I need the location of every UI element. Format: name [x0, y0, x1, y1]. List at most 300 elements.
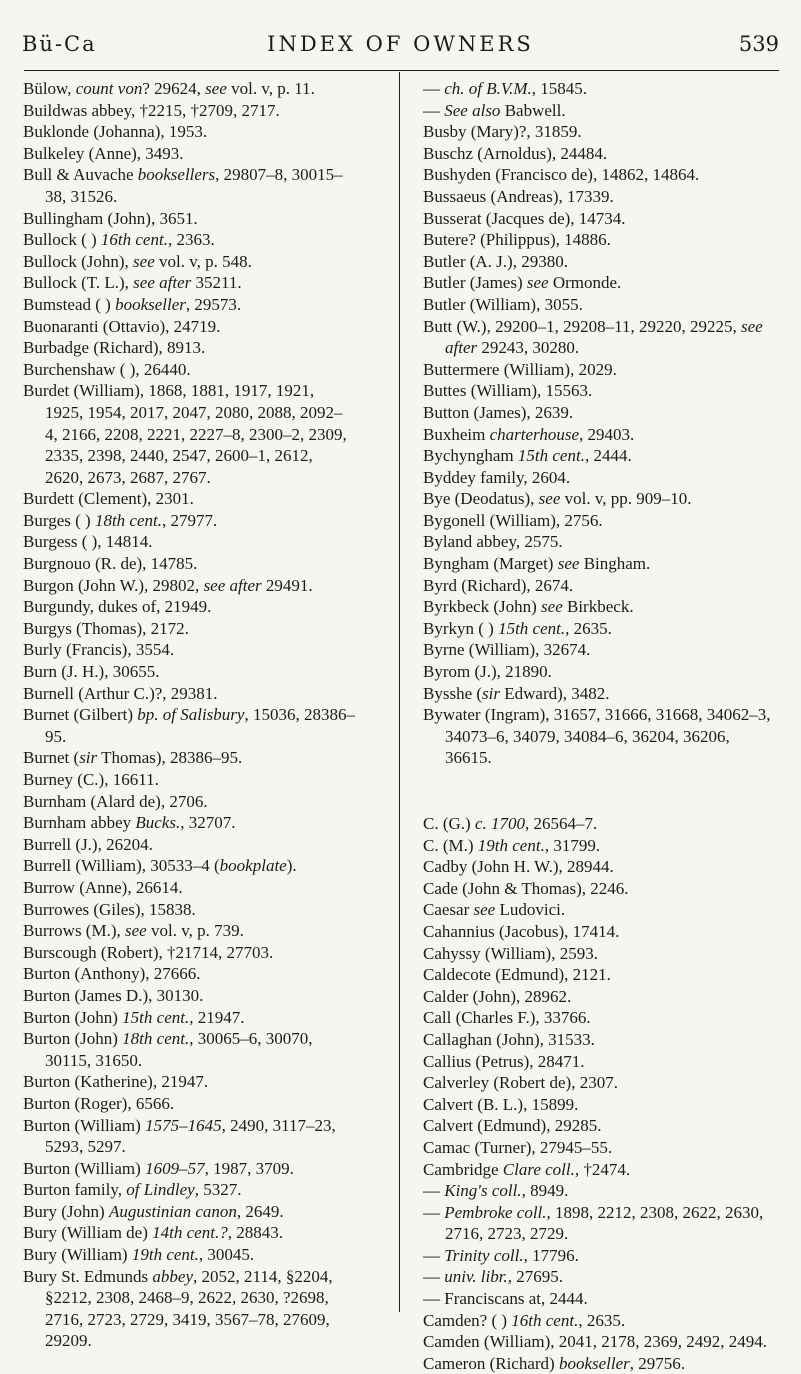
entry-italic-text: 16th cent.	[511, 1310, 579, 1330]
index-entry	[423, 1180, 775, 1202]
entry-text: —	[423, 1202, 445, 1222]
entry-text: Calvert (Edmund), 29285.	[423, 1116, 602, 1136]
entry-italic-text: univ. libr.	[444, 1267, 508, 1287]
entry-italic-text: see	[125, 921, 147, 941]
index-entry	[23, 942, 355, 964]
index-entry	[423, 1310, 775, 1332]
entry-text: —	[423, 1267, 445, 1287]
entry-text: Byngham (Marget)	[423, 554, 558, 574]
page-number: 539	[738, 32, 779, 56]
entry-text: , 29403.	[579, 424, 635, 444]
entry-text: Burton (Roger), 6566.	[23, 1093, 175, 1113]
entry-text: Bülow,	[23, 79, 76, 98]
entry-text: Burnham abbey	[23, 813, 136, 833]
entry-text: Ormonde.	[548, 273, 622, 293]
entry-text: Buxheim	[423, 424, 490, 444]
entry-italic-text: see	[133, 251, 155, 271]
entry-text: Byrkbeck (John)	[423, 597, 542, 617]
entry-text: , 21947.	[189, 1007, 245, 1027]
index-entry	[23, 208, 355, 230]
entry-text: , 15036, 28386–95.	[45, 705, 355, 746]
entry-text: Bury (John)	[23, 1201, 109, 1221]
index-entry	[23, 769, 355, 791]
entry-text: , 27977.	[161, 510, 218, 530]
entry-text: , 30045.	[198, 1245, 255, 1265]
entry-text: Burbadge (Richard), 8913.	[23, 338, 206, 358]
entry-text: Buttermere (William), 2029.	[423, 359, 617, 379]
entry-italic-text: 15th cent.	[122, 1007, 190, 1027]
entry-text: Bingham.	[579, 554, 651, 574]
entry-text: , 27695.	[507, 1267, 563, 1287]
running-header	[22, 32, 779, 66]
entry-text: , 2649.	[236, 1201, 284, 1221]
entry-text: Babwell.	[500, 100, 566, 120]
index-entry	[23, 1201, 355, 1223]
entry-text: , 1898, 2212, 2308, 2622, 2630, 2716, 2723, 2729.	[445, 1202, 764, 1244]
entry-italic-text: see	[557, 554, 580, 574]
entry-text: , 2635.	[565, 618, 612, 638]
index-entry	[23, 618, 355, 640]
entry-text: , 28843.	[227, 1223, 283, 1243]
entry-text: Burchenshaw ( ), 26440.	[23, 359, 191, 379]
index-entry	[23, 963, 355, 985]
index-entry	[423, 1331, 775, 1353]
entry-italic-text: see	[473, 900, 496, 920]
entry-text: Burton (Katherine), 21947.	[23, 1072, 209, 1092]
entry-text: Bullock (T. L.),	[23, 273, 134, 293]
entry-text: , 5327.	[194, 1180, 242, 1200]
index-entry	[423, 488, 775, 510]
index-entry	[423, 661, 775, 683]
index-entry	[23, 920, 355, 942]
index-entry	[23, 1115, 355, 1158]
entry-text: Byland abbey, 2575.	[423, 532, 563, 552]
entry-italic-text: 1609–57	[145, 1158, 205, 1178]
entry-italic-text: Augustinian canon	[108, 1201, 237, 1221]
index-entry	[423, 316, 775, 359]
entry-text: Caesar	[423, 900, 474, 920]
entry-italic-text: 1575–1645	[145, 1115, 222, 1135]
entry-text: Cahyssy (William), 2593.	[423, 943, 598, 963]
entry-italic-text: 19th cent.	[131, 1245, 199, 1265]
entry-text: , †2474.	[574, 1159, 631, 1179]
entry-italic-text: 15th cent.	[498, 618, 566, 638]
entry-text: Byrne (William), 32674.	[423, 640, 591, 660]
left-column	[23, 78, 355, 1352]
index-entry	[23, 834, 355, 856]
entry-text: Bussaeus (Andreas), 17339.	[423, 186, 614, 206]
entry-italic-text: see after	[445, 316, 763, 358]
entry-text: 35211.	[191, 273, 242, 293]
entry-italic-text: ch. of B.V.M.	[444, 79, 532, 98]
entry-text: Burton (Anthony), 27666.	[23, 964, 201, 984]
entry-italic-text: c. 1700	[474, 814, 525, 833]
entry-text: ).	[286, 856, 297, 876]
index-entry	[23, 1222, 355, 1244]
index-entry	[23, 899, 355, 921]
right-column-b-section	[423, 78, 775, 769]
entry-italic-text: Bucks.	[135, 813, 181, 833]
index-entry	[423, 618, 775, 640]
entry-text: Bywater (Ingram), 31657, 31666, 31668, 34062–3, 34073–6, 34079, 34084–6, 36204, 36206, 36615.	[423, 705, 771, 768]
index-entry	[423, 899, 775, 921]
entry-italic-text: count von	[75, 79, 143, 98]
index-entry	[23, 316, 355, 338]
entry-text: Calverley (Robert de), 2307.	[423, 1073, 618, 1093]
entry-text: , 29756.	[629, 1353, 686, 1373]
right-column	[423, 78, 775, 1374]
entry-text: Cade (John & Thomas), 2246.	[423, 878, 629, 898]
index-entry	[23, 704, 355, 747]
entry-text: , 2444.	[584, 446, 632, 466]
index-entry	[423, 272, 775, 294]
index-entry	[423, 402, 775, 424]
index-entry	[423, 1137, 775, 1159]
index-entry	[423, 121, 775, 143]
index-entry	[23, 510, 355, 532]
entry-text: Call (Charles F.), 33766.	[423, 1008, 591, 1028]
entry-italic-text: 19th cent.	[477, 835, 545, 855]
index-entry	[423, 1159, 775, 1181]
index-entry	[23, 78, 355, 100]
entry-italic-text: see	[541, 597, 563, 617]
entry-text: Callaghan (John), 31533.	[423, 1029, 595, 1049]
entry-text: Burrell (J.), 26204.	[23, 834, 153, 854]
index-entry	[23, 1093, 355, 1115]
header-rule	[24, 70, 779, 71]
entry-text: , 31799.	[544, 835, 601, 855]
index-entry	[23, 380, 355, 488]
index-entry	[423, 510, 775, 532]
index-entry	[23, 661, 355, 683]
entry-text: , 2635.	[578, 1310, 626, 1330]
entry-text: , 15845.	[531, 79, 588, 98]
index-entry	[23, 596, 355, 618]
entry-text: —	[423, 100, 445, 120]
entry-italic-text: Pembroke coll.	[444, 1202, 547, 1222]
entry-text: Bullock ( )	[23, 230, 101, 250]
entry-italic-text: see	[526, 273, 549, 293]
index-entry	[423, 1007, 775, 1029]
entry-italic-text: 15th cent.	[517, 446, 585, 466]
entry-italic-text: 18th cent.	[122, 1029, 190, 1049]
entry-text: Burgundy, dukes of, 21949.	[23, 597, 212, 617]
entry-italic-text: booksellers	[137, 165, 216, 185]
index-entry	[423, 1115, 775, 1137]
entry-text: Burgys (Thomas), 2172.	[23, 618, 189, 638]
entry-text: 29491.	[261, 575, 313, 595]
entry-text: C. (M.)	[423, 835, 478, 855]
right-column-c-section	[423, 813, 775, 1374]
entry-text: Bychyngham	[423, 446, 518, 466]
entry-text: Buttes (William), 15563.	[423, 381, 593, 401]
entry-text: Butler (James)	[423, 273, 527, 293]
index-entry	[423, 467, 775, 489]
entry-italic-text: 16th cent.	[100, 230, 168, 250]
index-entry	[23, 100, 355, 122]
entry-text: Busby (Mary)?, 31859.	[423, 122, 582, 142]
header-title: INDEX OF OWNERS	[267, 32, 534, 56]
index-entry	[423, 943, 775, 965]
index-entry	[423, 78, 775, 100]
index-entry	[23, 164, 355, 207]
entry-text: vol. v, p. 739.	[146, 921, 244, 941]
entry-italic-text: 18th cent.	[94, 510, 162, 530]
entry-text: , 1987, 3709.	[204, 1158, 294, 1178]
index-entry	[23, 791, 355, 813]
index-entry	[423, 856, 775, 878]
index-entry	[23, 531, 355, 553]
entry-text: , 8949.	[521, 1181, 569, 1201]
index-entry	[423, 921, 775, 943]
index-entry	[423, 208, 775, 230]
index-entry	[23, 747, 355, 769]
index-entry	[23, 1007, 355, 1029]
entry-text: , 2490, 3117–23, 5293, 5297.	[45, 1115, 336, 1157]
entry-text: Bury St. Edmunds	[23, 1266, 153, 1286]
entry-text: Bullock (John),	[23, 251, 134, 271]
entry-text: Byddey family, 2604.	[423, 467, 571, 487]
entry-italic-text: bookseller	[558, 1353, 630, 1373]
index-entry	[423, 531, 775, 553]
entry-text: Camden? ( )	[423, 1310, 512, 1330]
entry-text: Buildwas abbey, †2215, †2709, 2717.	[23, 100, 280, 120]
entry-italic-text: Trinity coll.	[444, 1245, 524, 1265]
entry-italic-text: see	[538, 489, 561, 509]
entry-text: Burrowes (Giles), 15838.	[23, 899, 196, 919]
entry-text: vol. v, p. 548.	[154, 251, 252, 271]
entry-text: Edward), 3482.	[500, 683, 610, 703]
entry-text: , 2052, 2114, §2204, §2212, 2308, 2468–9, 2622, 2630, ?2698, 2716, 2723, 2729, 3419, 3567–78, 27609, 29209.	[45, 1266, 333, 1351]
entry-text: Buklonde (Johanna), 1953.	[23, 122, 208, 142]
entry-italic-text: see	[205, 79, 227, 98]
entry-text: Caldecote (Edmund), 2121.	[423, 965, 611, 985]
index-entry	[423, 553, 775, 575]
entry-italic-text: bp. of Salisbury	[137, 705, 245, 725]
entry-text: Button (James), 2639.	[423, 402, 574, 422]
entry-text: , 32707.	[180, 813, 236, 833]
index-entry	[423, 1072, 775, 1094]
entry-text: Bysshe (	[423, 683, 483, 703]
entry-text: , 29807–8, 30015–38, 31526.	[45, 165, 343, 206]
entry-text: Burton (William)	[23, 1115, 146, 1135]
entry-text: Burton (John)	[23, 1029, 123, 1049]
entry-text: Byrom (J.), 21890.	[423, 662, 552, 682]
entry-italic-text: Clare coll.	[502, 1159, 575, 1179]
entry-text: , 29573.	[185, 294, 242, 314]
entry-text: —	[423, 79, 445, 98]
entry-italic-text: see after	[133, 273, 192, 293]
entry-text: Buschz (Arnoldus), 24484.	[423, 143, 608, 163]
entry-text: Burly (Francis), 3554.	[23, 640, 175, 660]
index-entry	[423, 964, 775, 986]
index-entry	[423, 1051, 775, 1073]
index-entry	[23, 1028, 355, 1071]
entry-text: Burdett (Clement), 2301.	[23, 489, 194, 509]
entry-text: Burrell (William), 30533–4 (	[23, 856, 220, 876]
entry-text: — Franciscans at, 2444.	[423, 1289, 588, 1309]
index-entry	[423, 380, 775, 402]
index-entry	[23, 143, 355, 165]
index-entry	[423, 1353, 775, 1374]
index-entry	[23, 359, 355, 381]
entry-text: , 2363.	[167, 230, 215, 250]
entry-text: Bye (Deodatus),	[423, 489, 539, 509]
entry-italic-text: charterhouse	[489, 424, 579, 444]
entry-text: Butt (W.), 29200–1, 29208–11, 29220, 29225,	[423, 316, 741, 336]
entry-italic-text: 14th cent.?	[152, 1223, 228, 1243]
entry-italic-text: bookplate	[219, 856, 287, 876]
index-entry	[423, 683, 775, 705]
entry-text: Burton (James D.), 30130.	[23, 985, 204, 1005]
index-entry	[23, 1158, 355, 1180]
entry-text: Butler (William), 3055.	[423, 294, 583, 314]
entry-text: Calvert (B. L.), 15899.	[423, 1094, 579, 1114]
index-entry	[23, 251, 355, 273]
index-entry	[423, 143, 775, 165]
entry-text: Bullingham (John), 3651.	[23, 208, 198, 228]
index-entry	[423, 1245, 775, 1267]
entry-text: Burgnouo (R. de), 14785.	[23, 554, 198, 574]
index-entry	[23, 985, 355, 1007]
index-entry	[423, 835, 775, 857]
entry-text: Bushyden (Francisco de), 14862, 14864.	[423, 165, 700, 185]
index-entry	[23, 639, 355, 661]
index-entry	[423, 986, 775, 1008]
index-entry	[423, 1266, 775, 1288]
entry-text: , 26564–7.	[525, 814, 598, 833]
index-entry	[423, 575, 775, 597]
entry-text: 29243, 30280.	[477, 338, 580, 358]
index-entry	[23, 272, 355, 294]
index-entry	[423, 424, 775, 446]
entry-italic-text: sir	[482, 683, 500, 703]
index-entry	[423, 813, 775, 835]
index-entry	[423, 596, 775, 618]
index-entry	[423, 704, 775, 769]
entry-text: Busserat (Jacques de), 14734.	[423, 208, 626, 228]
entry-text: Bumstead ( )	[23, 294, 116, 314]
entry-text: Cambridge	[423, 1159, 503, 1179]
index-entry	[23, 683, 355, 705]
entry-text: Burges ( )	[23, 510, 95, 530]
index-entry	[23, 812, 355, 834]
entry-text: Burrow (Anne), 26614.	[23, 877, 183, 897]
index-entry	[423, 186, 775, 208]
entry-text: Byrd (Richard), 2674.	[423, 575, 574, 595]
entry-text: Bury (William)	[23, 1245, 132, 1265]
entry-text: Cadby (John H. W.), 28944.	[423, 857, 614, 877]
index-entry	[23, 1244, 355, 1266]
entry-text: Camden (William), 2041, 2178, 2369, 2492, 2494.	[423, 1332, 768, 1352]
entry-text: Butler (A. J.), 29380.	[423, 251, 568, 271]
entry-italic-text: bookseller	[115, 294, 186, 314]
entry-text: —	[423, 1245, 445, 1265]
entry-text: Thomas), 28386–95.	[97, 748, 243, 768]
index-entry	[423, 164, 775, 186]
index-entry	[23, 337, 355, 359]
entry-text: Burn (J. H.), 30655.	[23, 662, 160, 682]
index-entry	[23, 294, 355, 316]
column-divider	[399, 72, 400, 1312]
index-entry	[423, 359, 775, 381]
index-entry	[23, 488, 355, 510]
index-entry	[423, 294, 775, 316]
entry-italic-text: sir	[79, 748, 98, 768]
index-entry	[423, 1202, 775, 1245]
entry-text: —	[423, 1181, 445, 1201]
index-entry	[423, 445, 775, 467]
entry-text: ? 29624,	[142, 79, 206, 98]
index-entry	[23, 1179, 355, 1201]
entry-text: Burnet (	[23, 748, 80, 768]
index-entry	[423, 1094, 775, 1116]
entry-text: Burton (John)	[23, 1007, 123, 1027]
index-entry	[23, 121, 355, 143]
entry-text: Bull & Auvache	[23, 165, 138, 185]
entry-text: vol. v, pp. 909–10.	[560, 489, 692, 509]
entry-text: , 30065–6, 30070, 30115, 31650.	[45, 1029, 313, 1070]
entry-text: Birkbeck.	[562, 597, 634, 617]
entry-text: Bury (William de)	[23, 1223, 153, 1243]
entry-text: Calder (John), 28962.	[423, 986, 572, 1006]
entry-text: , 17796.	[523, 1245, 579, 1265]
entry-text: Burnell (Arthur C.)?, 29381.	[23, 683, 218, 703]
header-range: Bü-Ca	[22, 32, 97, 56]
index-entry	[23, 877, 355, 899]
index-entry	[23, 553, 355, 575]
index-entry	[423, 251, 775, 273]
entry-text: Burton (William)	[23, 1158, 146, 1178]
entry-italic-text: abbey	[152, 1266, 193, 1286]
index-entry	[423, 229, 775, 251]
entry-text: Callius (Petrus), 28471.	[423, 1051, 585, 1071]
index-entry	[423, 1288, 775, 1310]
index-entry	[423, 878, 775, 900]
index-entry	[23, 1266, 355, 1352]
entry-text: Bygonell (William), 2756.	[423, 510, 603, 530]
entry-text: vol. v, p. 11.	[226, 79, 315, 98]
entry-text: Burgess ( ), 14814.	[23, 532, 153, 552]
entry-text: Bulkeley (Anne), 3493.	[23, 143, 184, 163]
entry-text: Ludovici.	[495, 900, 566, 920]
entry-text: Burdet (William), 1868, 1881, 1917, 1921, 1925, 1954, 2017, 2047, 2080, 2088, 2092–4, 2166, 2208, 2221, 2227–8, 2300–2, 2309, 2335, 2398, 2440, 2547, 2600–1, 2612, 2620, 2673, 2687, 2767.	[23, 381, 347, 487]
index-entry	[23, 575, 355, 597]
index-entry	[23, 855, 355, 877]
entry-italic-text: of Lindley	[126, 1180, 195, 1200]
index-entry	[423, 639, 775, 661]
index-entry	[423, 100, 775, 122]
index-entry	[23, 229, 355, 251]
entry-text: Camac (Turner), 27945–55.	[423, 1137, 613, 1157]
entry-text: Burscough (Robert), †21714, 27703.	[23, 942, 274, 962]
entry-text: Byrkyn ( )	[423, 618, 499, 638]
entry-text: Burrows (M.),	[23, 921, 125, 941]
entry-text: Burgon (John W.), 29802,	[23, 575, 204, 595]
entry-text: Burnham (Alard de), 2706.	[23, 791, 208, 811]
section-gap	[423, 769, 775, 813]
entry-text: Cahannius (Jacobus), 17414.	[423, 921, 620, 941]
index-entry	[23, 1071, 355, 1093]
entry-text: Burton family,	[23, 1180, 127, 1200]
entry-text: C. (G.)	[423, 814, 475, 833]
entry-text: Buonaranti (Ottavio), 24719.	[23, 316, 221, 336]
entry-text: Cameron (Richard)	[423, 1353, 559, 1373]
entry-text: Butere? (Philippus), 14886.	[423, 230, 611, 250]
entry-italic-text: See also	[444, 100, 501, 120]
entry-text: Burnet (Gilbert)	[23, 705, 138, 725]
entry-text: Burney (C.), 16611.	[23, 770, 159, 789]
